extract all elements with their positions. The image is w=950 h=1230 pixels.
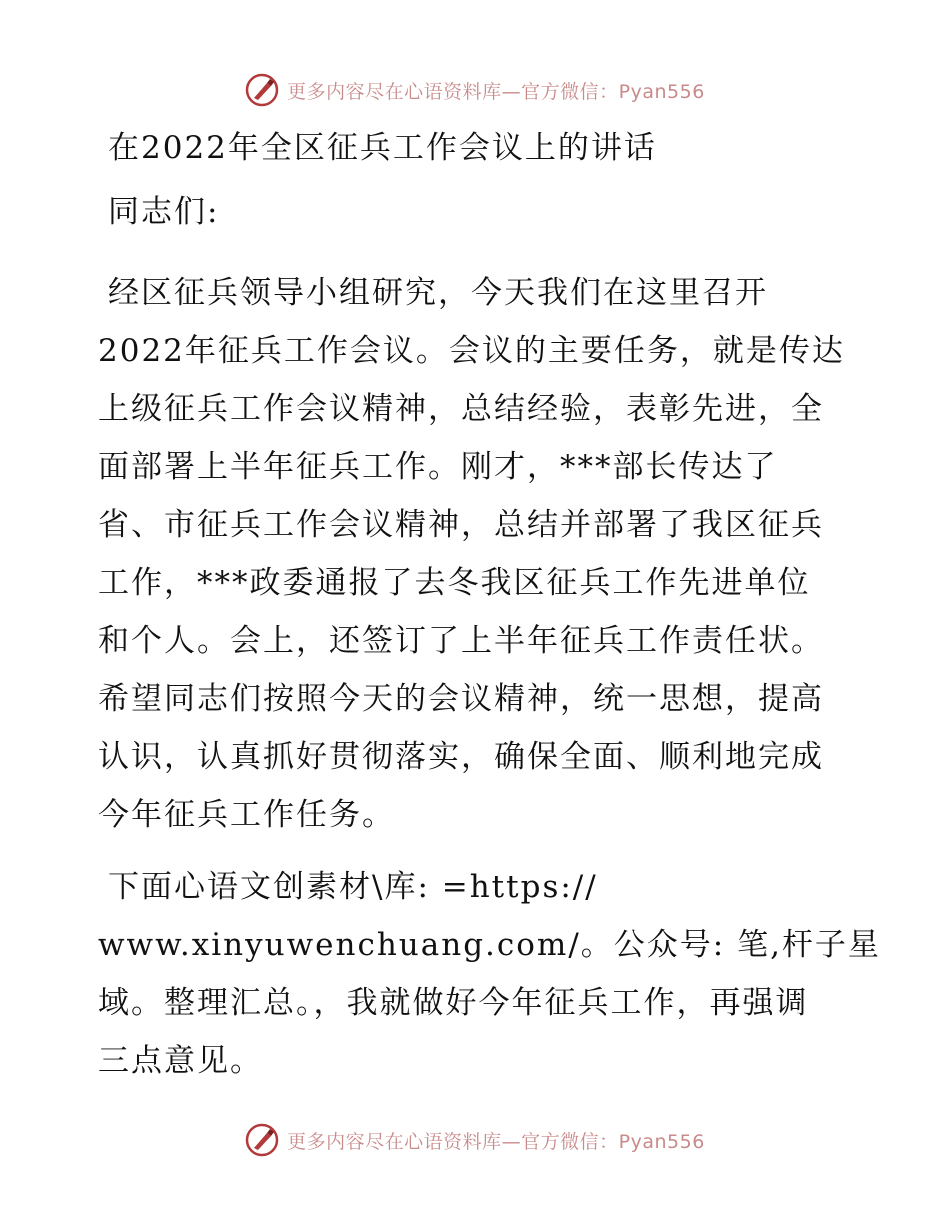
paragraph-line: 经区征兵领导小组研究，今天我们在这里召开 <box>108 275 768 311</box>
paragraph-line: 下面心语文创素材\库: =https:// <box>108 869 598 905</box>
paragraph-line: 面部署上半年征兵工作。刚才，***部长传达了 <box>98 449 778 485</box>
paragraph-line: 和个人。会上，还签订了上半年征兵工作责任状。 <box>98 623 824 659</box>
paragraph-line: 三点意见。 <box>98 1043 263 1079</box>
footer-watermark <box>0 1120 950 1160</box>
pen-logo-icon <box>245 73 279 107</box>
paragraph-line: 上级征兵工作会议精神，总结经验，表彰先进，全 <box>98 391 824 427</box>
paragraph-1 <box>98 264 868 844</box>
header-watermark <box>0 70 950 110</box>
paragraph-2 <box>98 858 881 1090</box>
watermark-text: 更多内容尽在心语资料库—官方微信：Pyan556 <box>287 1130 705 1153</box>
paragraph-line: 省、市征兵工作会议精神，总结并部署了我区征兵 <box>98 507 824 543</box>
salutation: 同志们: <box>108 194 220 230</box>
document-body <box>98 126 881 1102</box>
paragraph-line: 认识，认真抓好贯彻落实，确保全面、顺利地完成 <box>98 739 824 775</box>
document-title: 在2022年全区征兵工作会议上的讲话 <box>108 130 657 166</box>
paragraph-line: 希望同志们按照今天的会议精神，统一思想，提高 <box>98 681 824 717</box>
paragraph-line: www.xinyuwenchuang.com/。公众号: 笔,杆子星 <box>98 927 881 963</box>
watermark-text: 更多内容尽在心语资料库—官方微信：Pyan556 <box>287 80 705 103</box>
paragraph-line: 2022年征兵工作会议。会议的主要任务，就是传达 <box>98 333 845 369</box>
paragraph-line: 今年征兵工作任务。 <box>98 797 395 833</box>
paragraph-line: 工作，***政委通报了去冬我区征兵工作先进单位 <box>98 565 811 601</box>
pen-logo-icon <box>245 1123 279 1157</box>
paragraph-line: 域。整理汇总。，我就做好今年征兵工作，再强调 <box>98 985 809 1021</box>
